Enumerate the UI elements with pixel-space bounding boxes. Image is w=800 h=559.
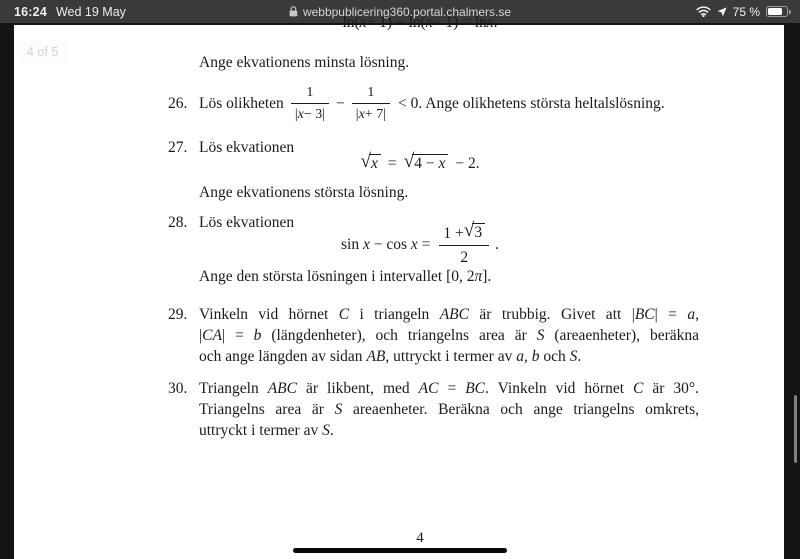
problem-number: 28. [168,214,188,231]
fraction-denominator: 2 [460,249,469,267]
home-indicator[interactable] [293,548,507,553]
problem-text: Lös ekvationen [199,139,295,156]
formula-tail: − 2. [455,155,480,173]
paragraph-line: uttryckt i termer av S. [199,422,334,439]
fraction [439,219,489,268]
paragraph-line: |CA| = b (längdenheter), och triangelns area är S (areaenheter), beräkna [199,327,700,344]
problem-number: 27. [168,139,188,156]
problem-number: 26. [168,94,188,112]
scrollbar[interactable] [794,395,797,463]
url-text: webbpublicering360.portal.chalmers.se [302,4,512,19]
sqrt-expression: √ x [360,154,381,175]
formula-period: . [495,236,500,253]
fraction-bar [291,103,329,104]
paragraph-line: och ange längden av sidan AB, uttryckt i termer av a, b och S. [199,348,582,365]
sqrt-expression: √ 4 − x [404,154,449,175]
fraction-numerator: 1 + √ 3 [439,223,489,244]
status-date: Wed 19 May [55,4,126,19]
fraction-numerator: 1 [367,85,375,100]
sqrt-expression: √ 3 [464,223,485,244]
fraction-numerator: 1 [306,85,314,100]
problem-number: 29. [168,306,188,323]
pdf-page[interactable] [14,14,784,559]
page-indicator: 4 of 5 [18,41,67,63]
fraction [291,84,329,124]
paragraph-line: Vinkeln vid hörnet C i triangeln ABC är trubbig. Givet att |BC| = a, [199,306,699,323]
problem-text: Lös ekvationen [199,214,295,231]
problem-29 [168,304,700,367]
clock: 16:24 [14,4,47,19]
fraction-denominator: | x − 3| [294,107,326,123]
intro-line: Ange ekvationens minsta lösning. [199,54,410,71]
paragraph-line: Triangelns area är S areaenheter. Beräkna och ange triangelns omkrets, [199,401,699,418]
minus-operator: − [336,94,345,112]
problem-26 [168,84,665,124]
fraction-bar [352,103,390,104]
problem-28-followup: Ange den största lösningen i intervallet [0, 2π]. [199,268,492,285]
fraction [352,84,390,124]
paragraph-line: Triangeln ABC är likbent, med AC = BC. Vinkeln vid hörnet C är 30°. [199,380,699,397]
formula-lhs: sin x − cos x = [340,236,431,253]
radical-icon: √ [360,151,371,172]
radical-icon: √ [463,219,475,241]
problem-number: 30. [168,380,188,397]
clipped-formula: ln( x + 1) − ln( x − 1) = ln x . [342,14,498,31]
fraction-bar [439,245,489,246]
problem-text: Lös olikheten [199,94,284,112]
fraction-denominator: | x + 7| [355,107,387,123]
document-page-number: 4 [416,530,424,546]
problem-text: < 0. Ange olikhetens största heltalslösning. [398,94,665,112]
battery-percent: 75 % [732,4,760,19]
problem-27-followup: Ange ekvationens största lösning. [199,184,409,201]
formula-27 [56,151,784,175]
radical-icon: √ [403,151,415,172]
problem-30 [168,378,699,441]
equals-sign: = [387,155,397,173]
